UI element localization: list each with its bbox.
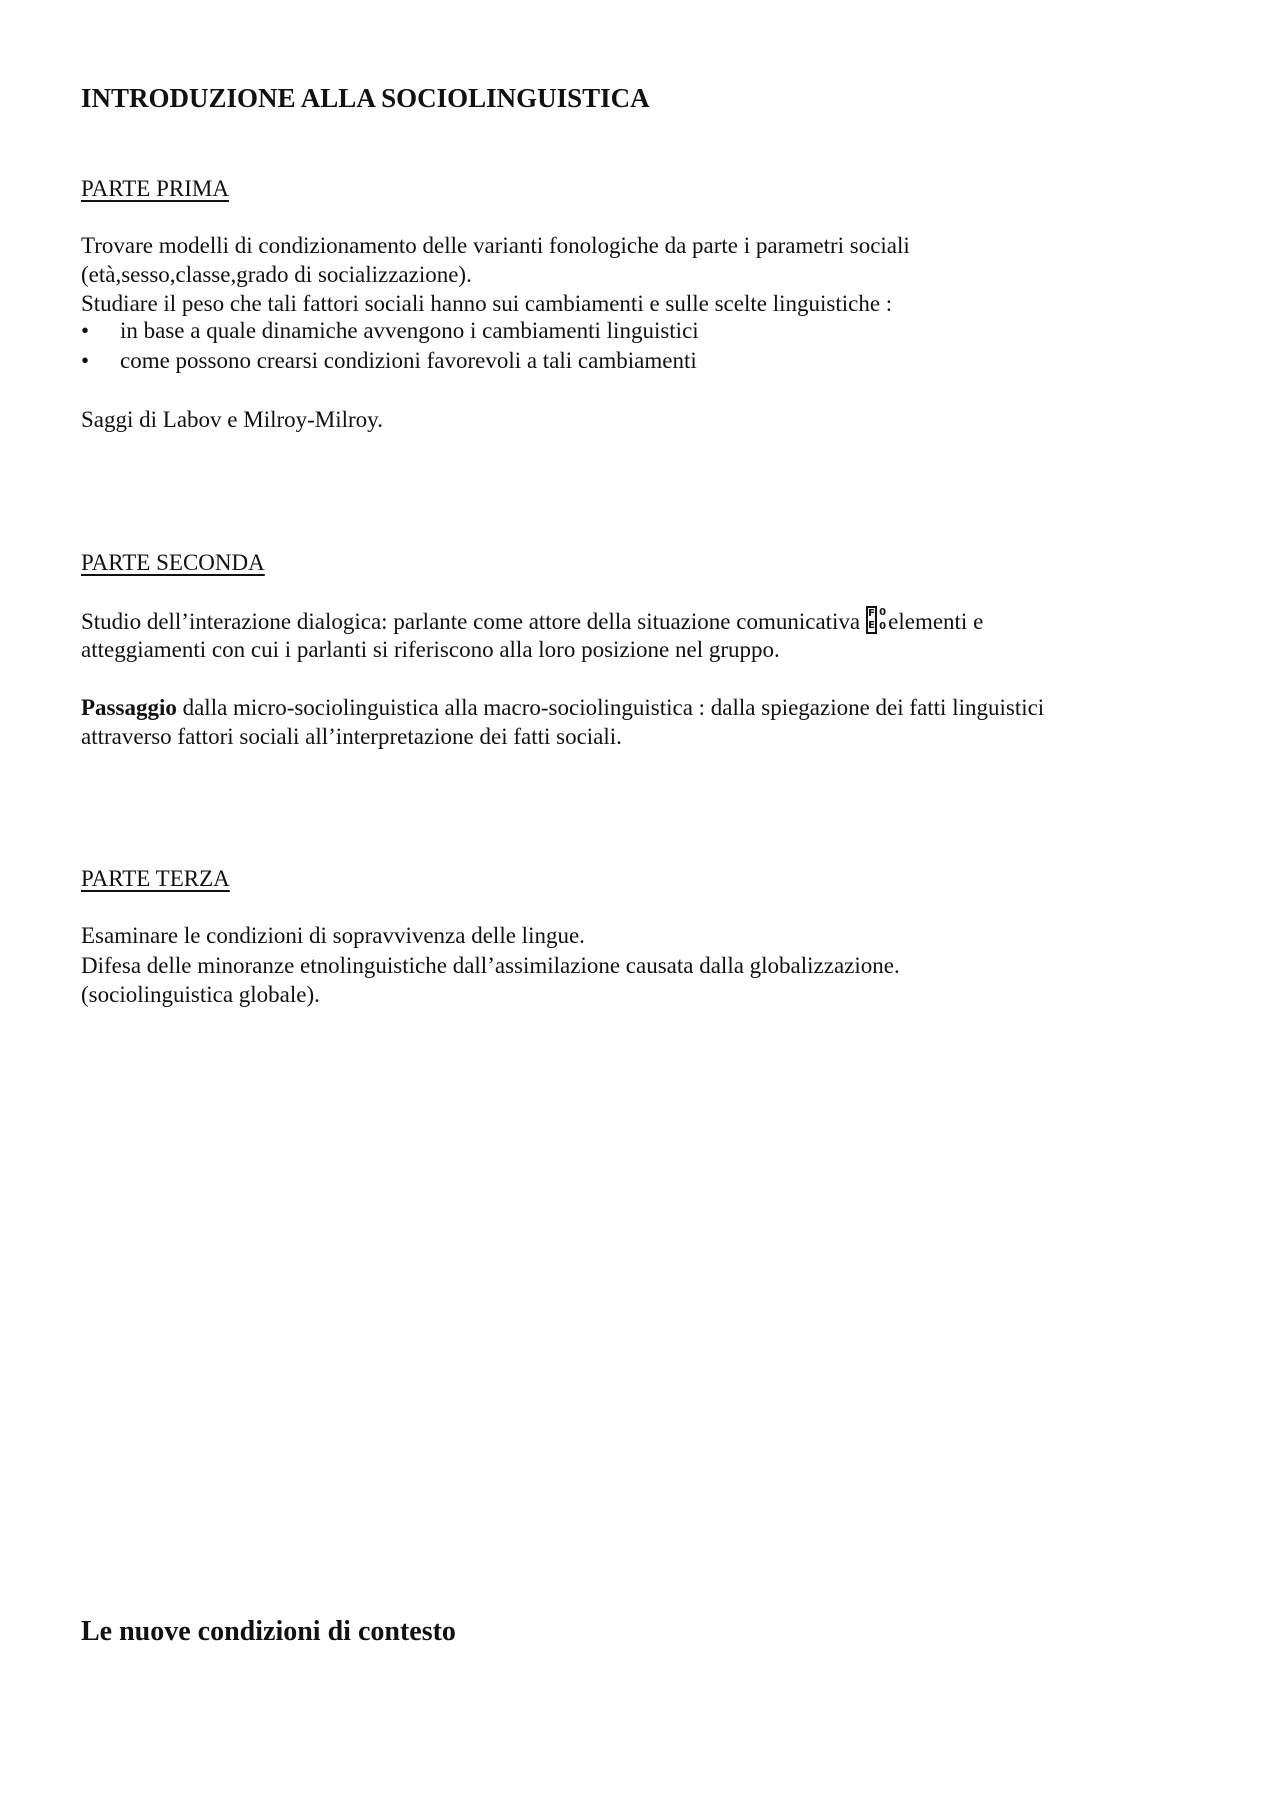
part2-line3-text: dalla micro-sociolinguistica alla macro-sociolinguistica : dalla spiegazione dei fatti linguistici (176, 695, 1045, 720)
part2-line1 (81, 606, 983, 636)
missing-glyph-icon (866, 606, 886, 636)
glyph-char: E (868, 620, 875, 631)
part2-heading: PARTE SECONDA (81, 550, 265, 575)
part2-line1-end: elementi e (888, 609, 984, 634)
part1-line1: Trovare modelli di condizionamento delle varianti fonologiche da parte i parametri sociali (81, 233, 910, 258)
part1-line3: Studiare il peso che tali fattori sociali hanno sui cambiamenti e sulle scelte linguistiche : (81, 291, 893, 316)
part1-heading: PARTE PRIMA (81, 176, 229, 201)
part2-line4: attraverso fattori sociali all’interpretazione dei fatti sociali. (81, 724, 622, 749)
bullet-marker: • (81, 318, 90, 343)
glyph-char: F (868, 608, 875, 619)
part3-line1: Esaminare le condizioni di sopravvivenza delle lingue. (81, 923, 585, 948)
part1-note: Saggi di Labov e Milroy-Milroy. (81, 407, 383, 432)
part1-line2: (età,sesso,classe,grado di socializzazione). (81, 262, 472, 287)
document-title: INTRODUZIONE ALLA SOCIOLINGUISTICA (81, 83, 650, 113)
part3-heading: PARTE TERZA (81, 866, 230, 891)
part3-line2: Difesa delle minoranze etnolinguistiche dall’assimilazione causata dalla globalizzazione. (81, 953, 900, 978)
part2-line3 (81, 693, 1044, 722)
part1-bullet-1: in base a quale dinamiche avvengono i cambiamenti linguistici (120, 318, 699, 343)
part3-line3: (sociolinguistica globale). (81, 982, 320, 1007)
section-title: Le nuove condizioni di contesto (81, 1616, 456, 1647)
bullet-marker: • (81, 348, 90, 373)
glyph-char: 0 (879, 607, 887, 618)
part1-bullet-2: come possono crearsi condizioni favorevoli a tali cambiamenti (120, 348, 697, 373)
part2-line2: atteggiamenti con cui i parlanti si riferiscono alla loro posizione nel gruppo. (81, 637, 780, 662)
bold-word: Passaggio (81, 695, 177, 720)
glyph-char: 0 (879, 621, 887, 632)
part2-line1-text: Studio dell’interazione dialogica: parlante come attore della situazione comunicativa (81, 609, 861, 634)
